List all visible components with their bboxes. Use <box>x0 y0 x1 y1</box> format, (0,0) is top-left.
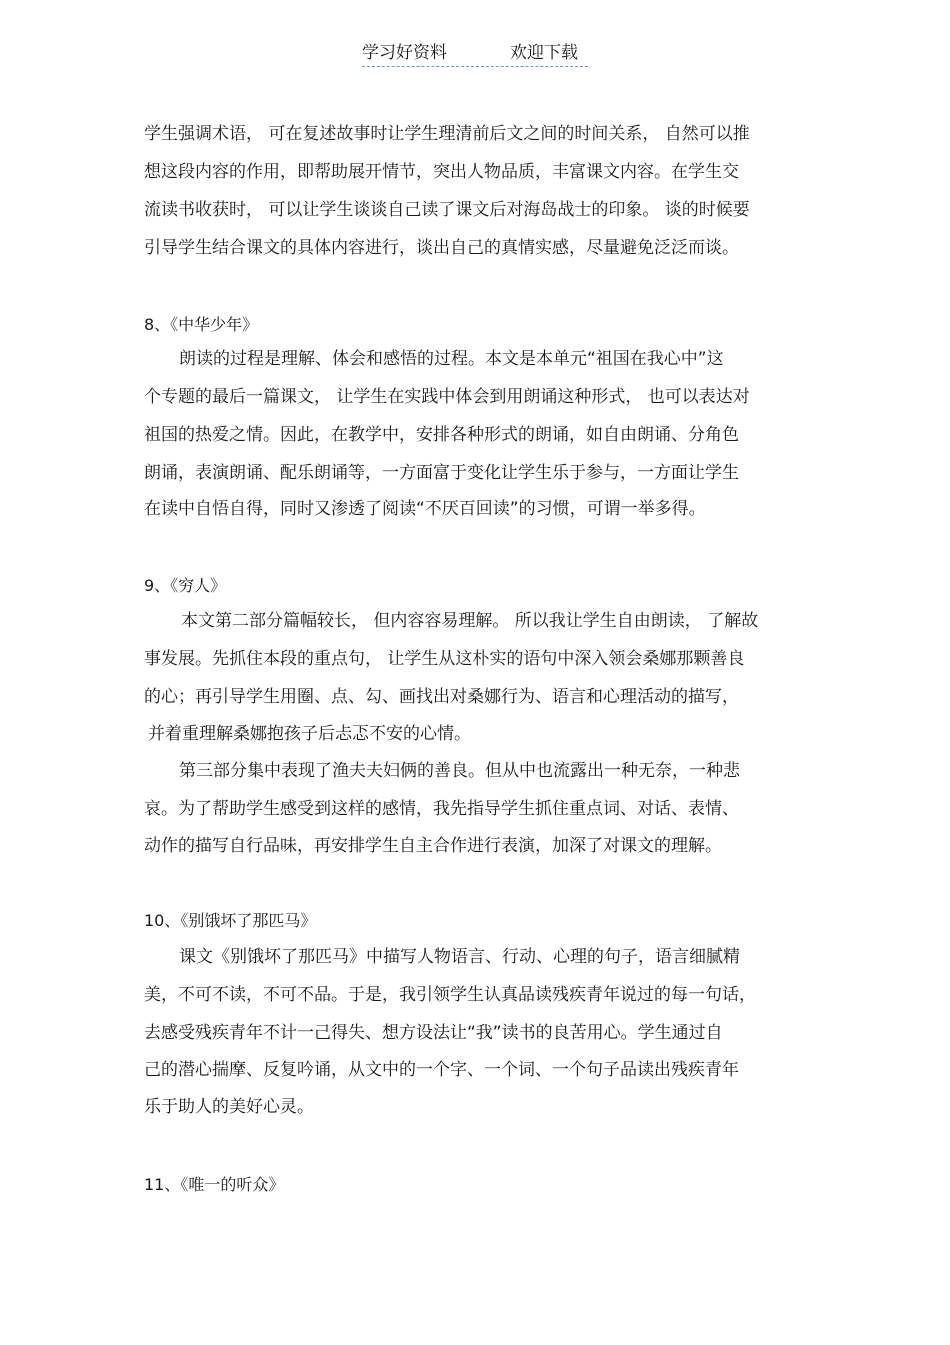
paragraph-line: 动作的描写自行品味，再安排学生自主合作进行表演，加深了对课文的理解。 <box>144 836 722 856</box>
paragraph-line: 在读中自悟自得，同时又渗透了阅读“不厌百回读”的习惯，可谓一举多得。 <box>144 499 706 519</box>
paragraph-line: 本文第二部分篇幅较长， 但内容容易理解。 所以我让学生自由朗读， 了解故 <box>181 611 759 631</box>
paragraph-line: 乐于助人的美好心灵。 <box>144 1097 314 1117</box>
paragraph-line: 流读书收获时， 可以让学生谈谈自己读了课文后对海岛战士的印象。 谈的时候要 <box>144 200 750 220</box>
paragraph-line: 课文《别饿坏了那匹马》中描写人物语言、行动、心理的句子，语言细腻精 <box>179 947 740 967</box>
paragraph-line: 个专题的最后一篇课文， 让学生在实践中体会到用朗诵这种形式， 也可以表达对 <box>144 387 750 407</box>
paragraph-line: 并着重理解桑娜抱孩子后忐忑不安的心情。 <box>148 724 471 744</box>
paragraph-line: 学生强调术语， 可在复述故事时让学生理清前后文之间的时间关系， 自然可以推 <box>144 124 750 144</box>
paragraph-line: 哀。为了帮助学生感受到这样的感情，我先指导学生抓住重点词、对话、表情、 <box>144 799 739 819</box>
page-header <box>362 40 588 67</box>
paragraph-line: 第三部分集中表现了渔夫夫妇俩的善良。但从中也流露出一种无奈，一种悲 <box>179 761 740 781</box>
section-11-heading: 11、《唯一的听众》 <box>144 1175 285 1194</box>
paragraph-line: 事发展。先抓住本段的重点句， 让学生从这朴实的语句中深入领会桑娜那颗善良 <box>144 649 745 669</box>
paragraph-line: 去感受残疾青年不计一己得失、想方设法让“我”读书的良苦用心。学生通过自 <box>144 1023 723 1043</box>
header-right-text: 欢迎下载 <box>510 43 578 63</box>
paragraph-line: 的心；再引导学生用圈、点、勾、画找出对桑娜行为、语言和心理活动的描写， <box>144 687 739 707</box>
paragraph-line: 引导学生结合课文的具体内容进行，谈出自己的真情实感，尽量避免泛泛而谈。 <box>144 238 739 258</box>
paragraph-line: 己的潜心揣摩、反复吟诵，从文中的一个字、一个词、一个句子品读出残疾青年 <box>144 1060 739 1080</box>
section-9-heading: 9、《穷人》 <box>144 576 227 595</box>
paragraph-line: 美，不可不读，不可不品。于是，我引领学生认真品读残疾青年说过的每一句话， <box>144 985 756 1005</box>
section-8-heading: 8、《中华少年》 <box>144 315 259 334</box>
section-10-heading: 10、《别饿坏了那匹马》 <box>144 911 317 930</box>
paragraph-line: 祖国的热爱之情。因此，在教学中，安排各种形式的朗诵，如自由朗诵、分角色 <box>144 425 739 445</box>
paragraph-line: 朗读的过程是理解、体会和感悟的过程。本文是本单元“祖国在我心中”这 <box>179 349 724 369</box>
header-left-text: 学习好资料 <box>362 43 447 63</box>
paragraph-line: 朗诵，表演朗诵、配乐朗诵等，一方面富于变化让学生乐于参与，一方面让学生 <box>144 463 739 483</box>
paragraph-line: 想这段内容的作用，即帮助展开情节，突出人物品质，丰富课文内容。在学生交 <box>144 162 739 182</box>
